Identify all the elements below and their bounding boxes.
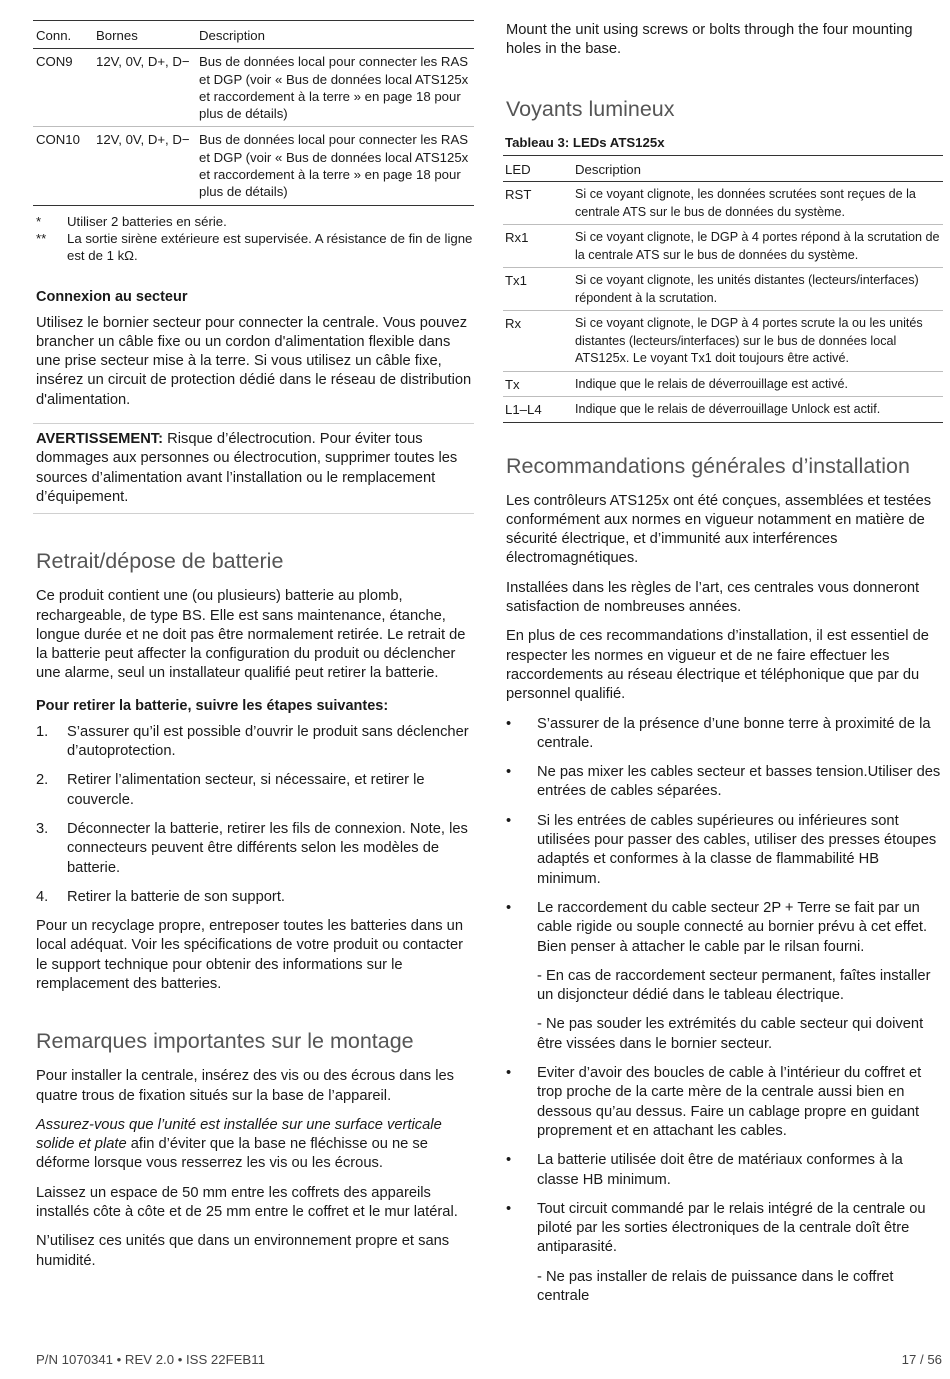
list-item-text: Ne pas mixer les cables secteur et basses tension.Utiliser des entrées de cables séparées. bbox=[537, 764, 941, 800]
secteur-heading: Connexion au secteur bbox=[36, 288, 188, 305]
connector-table-header bbox=[33, 21, 474, 49]
warning-paragraph bbox=[36, 430, 474, 507]
bullet-marker: • bbox=[506, 812, 512, 829]
led-table-header bbox=[503, 155, 943, 182]
led-name: Rx bbox=[503, 311, 573, 372]
table-row bbox=[503, 397, 943, 423]
mount-paragraph: Mount the unit using screws or bolts through the four mounting holes in the base. bbox=[506, 22, 913, 58]
led-name: Rx1 bbox=[503, 225, 573, 268]
led-table bbox=[503, 155, 943, 423]
list-item bbox=[33, 820, 474, 878]
led-description: Si ce voyant clignote, le DGP à 4 portes répond à la scrutation de la centrale ATS sur le bus de données du système. bbox=[573, 225, 943, 268]
warning-box bbox=[33, 423, 474, 514]
table-row bbox=[503, 371, 943, 397]
step-text: Retirer l’alimentation secteur, si nécessaire, et retirer le couvercle. bbox=[67, 772, 425, 808]
note-item bbox=[33, 213, 474, 230]
list-item-text: Le raccordement du cable secteur 2P + Terre se fait par un cable rigide ou souple connecté au bornier prévu à cet effet. Bien penser à attacher le cable par le rilsan fourni. bbox=[537, 899, 928, 955]
list-item-subnote: - En cas de raccordement secteur permanent, faîtes installer un disjoncteur dédié dans le tableau électrique. bbox=[537, 967, 931, 1004]
led-description: Indique que le relais de déverrouillage Unlock est actif. bbox=[573, 397, 943, 423]
reco-paragraph-2: Installées dans les règles de l’art, ces centrales vous donneront satisfaction de nombreuses années. bbox=[506, 579, 920, 616]
list-item-text: Tout circuit commandé par le relais intégré de la centrale ou piloté par les sorties électroniques de la centrale doît être antiparasité. bbox=[537, 1200, 926, 1256]
reco-paragraph-1: Les contrôleurs ATS125x ont été conçues, assemblées et testées conformément aux normes en vigueur notamment en matière de sécurité électrique, et d’immunité aux interférences électromagnétiques. bbox=[506, 492, 932, 567]
montage-title: Remarques importantes sur le montage bbox=[36, 1029, 414, 1054]
steps-heading: Pour retirer la batterie, suivre les étapes suivantes: bbox=[36, 697, 389, 714]
secteur-paragraph: Utilisez le bornier secteur pour connecter la centrale. Vous pouvez brancher un câble fixe ou un cordon d'alimentation flexible dans une prise secteur mise à la terre. Si vous utilisez un câble fixe, insérez un circuit de protection dédié dans le réseau de distribution d'alimentation. bbox=[36, 314, 472, 408]
list-item bbox=[33, 888, 474, 907]
list-item bbox=[503, 1064, 943, 1141]
note-marker: ** bbox=[36, 230, 47, 246]
table-cell: Bus de données local pour connecter les RAS et DGP (voir « Bus de données local ATS125x et raccordement à la terre » en page 18 pour plus de détails) bbox=[196, 49, 474, 127]
montage-italic: Assurez-vous que l’unité est installée sur une surface verticale solide et plate bbox=[36, 1116, 442, 1153]
montage-paragraph-4: N’utilisez ces unités que dans un environnement propre et sans humidité. bbox=[36, 1233, 450, 1269]
led-description: Indique que le relais de déverrouillage est activé. bbox=[573, 371, 943, 397]
montage-paragraph-2 bbox=[36, 1116, 474, 1174]
warning-text: Risque d’électrocution. Pour éviter tous dommages aux personnes ou électrocution, supprimer toutes les sources d’alimentation avant l’installation ou le remplacement d’équipement. bbox=[36, 431, 458, 505]
bullet-marker: • bbox=[506, 899, 512, 916]
led-description: Si ce voyant clignote, les données scrutées sont reçues de la centrale ATS sur le bus de données du système. bbox=[573, 182, 943, 225]
step-number: 4. bbox=[36, 888, 49, 905]
table-notes bbox=[33, 213, 474, 265]
connector-table bbox=[33, 20, 474, 206]
batterie-outro: Pour un recyclage propre, entreposer toutes les batteries dans un local adéquat. Voir les spécifications de votre produit ou contacter le support technique pour obtenir des informations sur le remplacement des batteries. bbox=[36, 918, 464, 992]
col-header-description: Description bbox=[196, 21, 474, 49]
table-cell: CON10 bbox=[33, 127, 93, 205]
table-row bbox=[503, 225, 943, 268]
list-item-subnote: - Ne pas souder les extrémités du cable secteur qui doivent être vissées dans le bornier secteur. bbox=[537, 1016, 924, 1052]
table-cell: 12V, 0V, D+, D− bbox=[93, 127, 196, 205]
warning-label: AVERTISSEMENT: bbox=[36, 431, 164, 448]
note-text: Utiliser 2 batteries en série. bbox=[67, 213, 227, 229]
list-item bbox=[33, 723, 474, 762]
col-header-description: Description bbox=[573, 155, 943, 182]
step-number: 1. bbox=[36, 723, 49, 740]
table-row bbox=[503, 311, 943, 372]
list-item bbox=[503, 899, 943, 1054]
list-item-content bbox=[537, 812, 943, 889]
page-footer bbox=[36, 1352, 942, 1367]
footer-page-number: 17 / 56 bbox=[901, 1352, 942, 1367]
bullet-marker: • bbox=[506, 764, 512, 781]
list-item bbox=[503, 1151, 943, 1190]
list-item-text: Eviter d’avoir des boucles de cable à l’intérieur du coffret et trop proche de la carte mère de la centrale aussi bien en dessous qu’au dessus. Faire un cablage propre en guidant proprement et en attachant les cables. bbox=[537, 1065, 922, 1139]
table-row bbox=[503, 182, 943, 225]
batterie-title: Retrait/dépose de batterie bbox=[36, 549, 284, 574]
footer-part-number: P/N 1070341 • REV 2.0 • ISS 22FEB11 bbox=[36, 1352, 265, 1367]
bullet-marker: • bbox=[506, 1152, 512, 1169]
list-item-content bbox=[537, 1151, 943, 1190]
reco-paragraph-3: En plus de ces recommandations d’installation, il est essentiel de respecter les normes en vigueur et de ne faire effectuer les raccordements au réseau électrique et téléphonique que par du personnel qualifié. bbox=[506, 628, 929, 703]
table-row bbox=[33, 49, 474, 127]
step-text: Retirer la batterie de son support. bbox=[67, 888, 285, 905]
step-number: 2. bbox=[36, 772, 49, 789]
left-column bbox=[33, 20, 474, 1281]
voyants-title: Voyants lumineux bbox=[506, 96, 675, 121]
list-item bbox=[503, 715, 943, 754]
list-item bbox=[503, 763, 943, 802]
led-table-body bbox=[503, 182, 943, 423]
table-cell: CON9 bbox=[33, 49, 93, 127]
bullet-marker: • bbox=[506, 1065, 512, 1082]
montage-paragraph-3: Laissez un espace de 50 mm entre les coffrets des appareils installés côte à côte et de 25 mm entre le coffret et le mur latéral. bbox=[36, 1184, 458, 1221]
bullet-marker: • bbox=[506, 715, 512, 732]
led-name: Tx bbox=[503, 371, 573, 397]
list-item bbox=[503, 812, 943, 889]
list-item-text: Si les entrées de cables supérieures ou inférieures sont utilisées pour passer des cables, utiliser des presses étoupes adaptés et conformes à la classe de flammabilité HB minimum. bbox=[537, 812, 937, 887]
led-description: Si ce voyant clignote, les unités distantes (lecteurs/interfaces) répondent à la scrutation. bbox=[573, 268, 943, 311]
list-item bbox=[503, 1200, 943, 1306]
col-header-conn: Conn. bbox=[33, 21, 93, 49]
list-item-text: S’assurer de la présence d’une bonne terre à proximité de la centrale. bbox=[537, 715, 931, 751]
montage-paragraph-1: Pour installer la centrale, insérez des vis ou des écrous dans les quatre trous de fixation situés sur la base de l’appareil. bbox=[36, 1068, 454, 1104]
table-cell: Bus de données local pour connecter les RAS et DGP (voir « Bus de données local ATS125x et raccordement à la terre » en page 18 pour plus de détails) bbox=[196, 127, 474, 205]
bullet-marker: • bbox=[506, 1200, 512, 1217]
list-item-content bbox=[537, 763, 943, 802]
reco-list bbox=[503, 715, 943, 1307]
table-row bbox=[33, 127, 474, 205]
col-header-bornes: Bornes bbox=[93, 21, 196, 49]
list-item-subnote: - Ne pas installer de relais de puissance dans le coffret centrale bbox=[537, 1268, 894, 1304]
led-name: RST bbox=[503, 182, 573, 225]
led-description: Si ce voyant clignote, le DGP à 4 portes scrute la ou les unités distantes (lecteurs/interfaces) sur le bus de données local ATS125x. Le voyant Tx1 doit toujours être activé. bbox=[573, 311, 943, 372]
list-item-content bbox=[537, 1064, 943, 1141]
step-text: Déconnecter la batterie, retirer les fils de connexion. Note, les connecteurs peuvent être différents selon les modèles de batterie. bbox=[67, 820, 468, 876]
list-item-content bbox=[537, 715, 943, 754]
table-row bbox=[503, 268, 943, 311]
note-item bbox=[33, 230, 474, 265]
table-caption: Tableau 3: LEDs ATS125x bbox=[505, 134, 665, 150]
led-name: L1–L4 bbox=[503, 397, 573, 423]
note-text: La sortie sirène extérieure est supervisée. A résistance de fin de ligne est de 1 kΩ. bbox=[67, 230, 473, 264]
steps-list bbox=[33, 723, 474, 907]
list-item-content bbox=[537, 1200, 943, 1306]
step-number: 3. bbox=[36, 820, 49, 837]
list-item bbox=[33, 771, 474, 810]
batterie-intro: Ce produit contient une (ou plusieurs) batterie au plomb, rechargeable, de type BS. Elle est sans maintenance, étanche, longue durée et ne doit pas être normalement retirée. Le retrait de la batterie peut affecter la configuration du produit ou déclencher une alarme, seul un installateur qualifié peut retirer la batterie. bbox=[36, 588, 466, 682]
step-text: S’assurer qu’il est possible d’ouvrir le produit sans déclencher d’autoprotection. bbox=[67, 723, 469, 760]
list-item-text: La batterie utilisée doit être de matériaux conformes à la classe HB minimum. bbox=[537, 1152, 903, 1188]
montage-rest: afin d’éviter que la base ne fléchisse ou ne se déforme lorsque vous resserrez les vis ou les écrous. bbox=[36, 1136, 428, 1172]
list-item-content bbox=[537, 899, 943, 1054]
led-name: Tx1 bbox=[503, 268, 573, 311]
col-header-led: LED bbox=[503, 155, 573, 182]
note-marker: * bbox=[36, 213, 42, 229]
right-column bbox=[503, 21, 943, 1316]
table-cell: 12V, 0V, D+, D− bbox=[93, 49, 196, 127]
reco-title: Recommandations générales d’installation bbox=[506, 453, 910, 478]
